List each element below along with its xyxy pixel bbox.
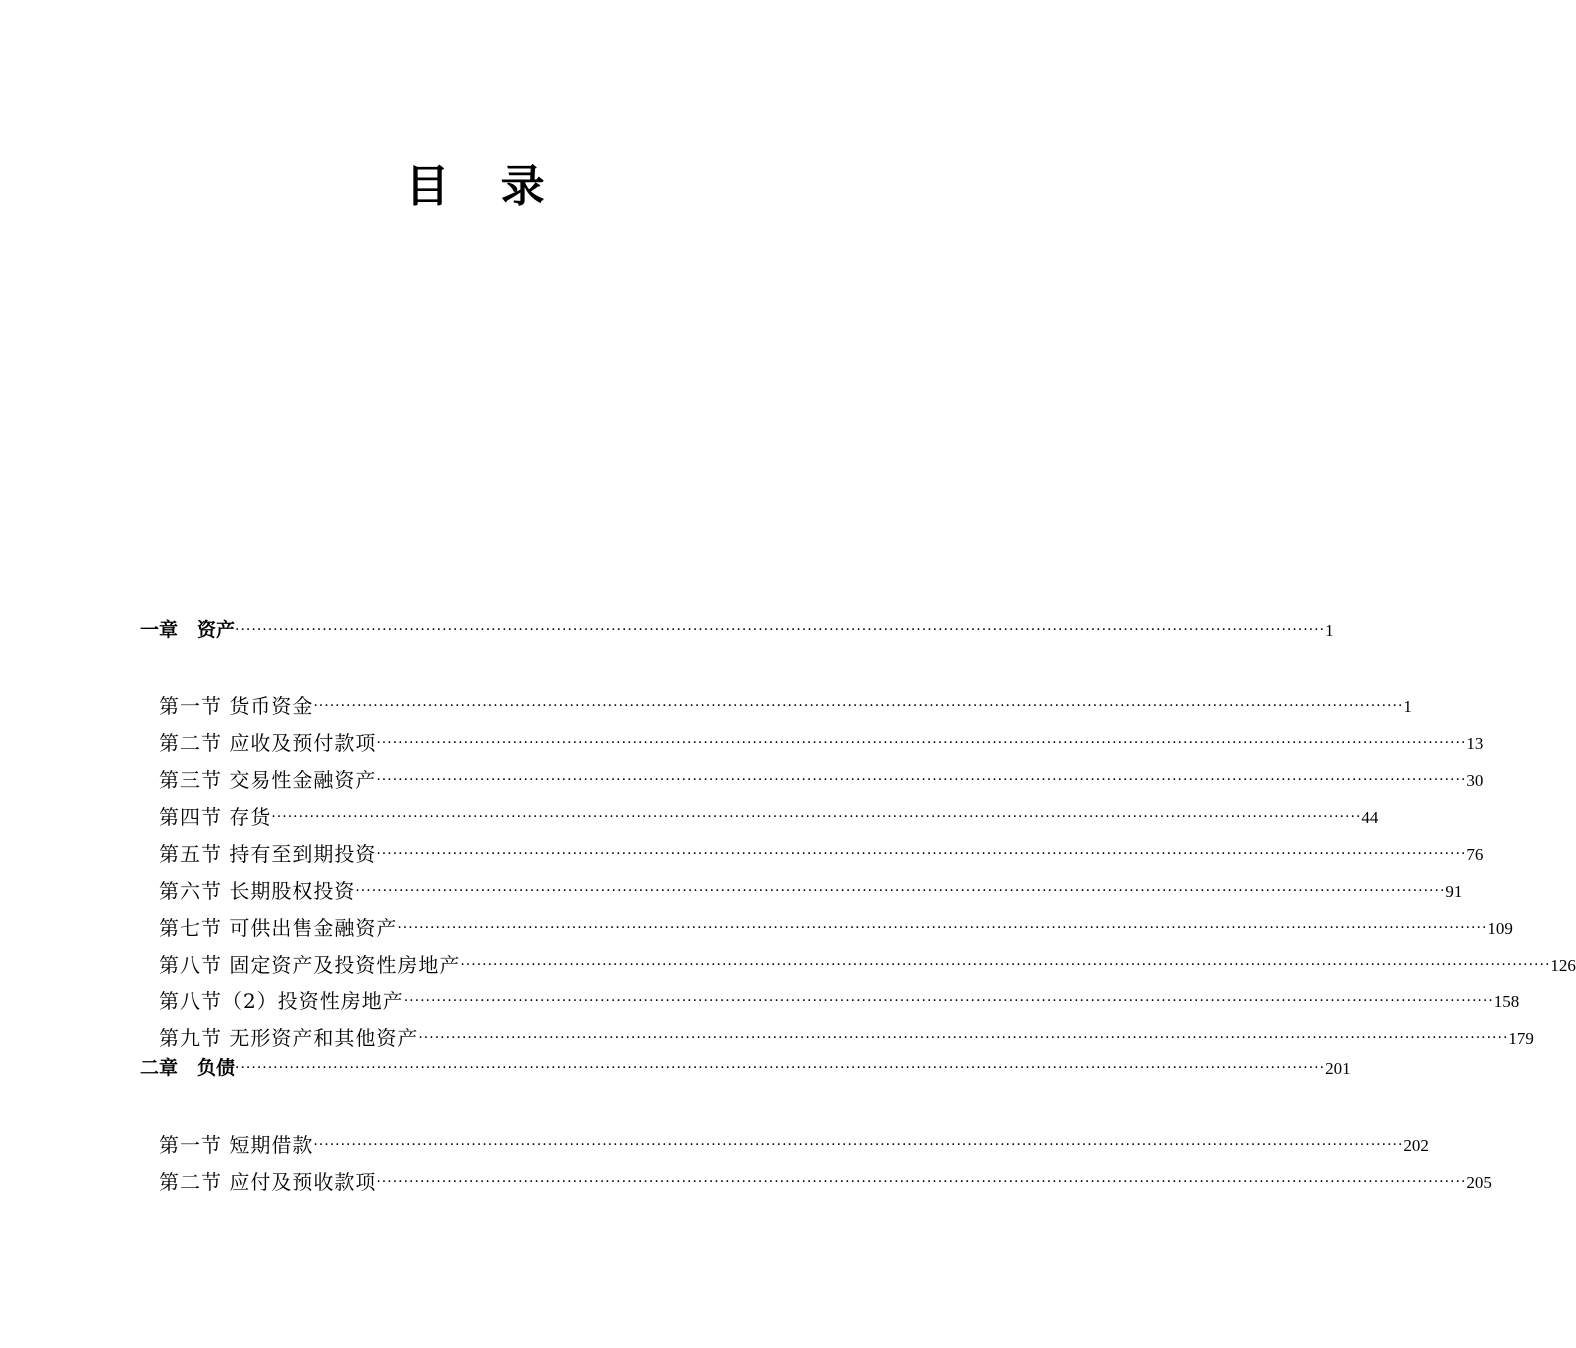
toc-label: 一章 资产: [140, 619, 236, 641]
toc-label: 第三节 交易性金融资产: [159, 768, 377, 792]
toc-section-payables[interactable]: [159, 1165, 1492, 1195]
toc-page-number: 91: [1445, 882, 1463, 901]
dot-leader: ········································································································································································································: [418, 1030, 1509, 1046]
toc-page-number: 1: [1403, 697, 1412, 716]
toc-page-number: 109: [1487, 919, 1513, 938]
toc-label: 第一节 货币资金: [159, 694, 314, 718]
dot-leader: ········································································································································································································: [235, 1060, 1326, 1076]
dot-leader: ········································································································································································································: [355, 883, 1446, 899]
toc-label: 第八节 固定资产及投资性房地产: [159, 953, 461, 977]
toc-section-equity-investment[interactable]: [159, 874, 1463, 904]
dot-leader: ········································································································································································································: [313, 1137, 1404, 1153]
toc-label: 第八节（2）投资性房地产: [159, 989, 404, 1013]
toc-label: 第九节 无形资产和其他资产: [159, 1026, 419, 1050]
toc-section-cash[interactable]: [159, 689, 1412, 719]
toc-page-number: 158: [1493, 992, 1520, 1011]
toc-section-trading-assets[interactable]: [159, 763, 1484, 793]
dot-leader: ········································································································································································································: [376, 772, 1467, 788]
toc-chapter-assets[interactable]: [140, 613, 1334, 643]
toc-label: 第四节 存货: [159, 805, 272, 829]
toc-page-number: 126: [1550, 956, 1576, 975]
toc-label: 第二节 应收及预付款项: [159, 731, 377, 755]
page-title: 目 录: [405, 161, 563, 212]
toc-label: 二章 负债: [140, 1057, 236, 1079]
dot-leader: ········································································································································································································: [271, 809, 1362, 825]
toc-page-number: 44: [1361, 808, 1379, 827]
toc-page-number: 179: [1508, 1029, 1534, 1048]
toc-section-receivables[interactable]: [159, 726, 1484, 756]
toc-section-investment-property[interactable]: [159, 984, 1520, 1014]
toc-section-held-to-maturity[interactable]: [159, 837, 1484, 867]
dot-leader: ········································································································································································································: [376, 735, 1467, 751]
toc-page-number: 13: [1466, 734, 1484, 753]
toc-section-short-term-loans[interactable]: [159, 1128, 1429, 1158]
toc-section-fixed-assets[interactable]: [159, 948, 1576, 978]
toc-page-number: 30: [1466, 771, 1484, 790]
toc-section-inventory[interactable]: [159, 800, 1379, 830]
dot-leader: ········································································································································································································: [376, 1174, 1467, 1190]
toc-page-number: 201: [1325, 1059, 1351, 1078]
toc-label: 第一节 短期借款: [159, 1133, 314, 1157]
toc-chapter-liabilities[interactable]: [140, 1051, 1351, 1081]
dot-leader: ········································································································································································································: [397, 920, 1488, 936]
toc-label: 第二节 应付及预收款项: [159, 1170, 377, 1194]
toc-page-number: 1: [1325, 621, 1334, 640]
toc-page-number: 76: [1466, 845, 1484, 864]
toc-page-number: 205: [1466, 1173, 1492, 1192]
toc-label: 第七节 可供出售金融资产: [159, 916, 398, 940]
toc-page-number: 202: [1403, 1136, 1429, 1155]
dot-leader: ········································································································································································································: [460, 957, 1551, 973]
toc-label: 第五节 持有至到期投资: [159, 842, 377, 866]
toc-section-available-for-sale[interactable]: [159, 911, 1513, 941]
toc-label: 第六节 长期股权投资: [159, 879, 356, 903]
toc-section-intangible-assets[interactable]: [159, 1021, 1534, 1051]
dot-leader: ········································································································································································································: [403, 993, 1494, 1009]
dot-leader: ········································································································································································································: [313, 698, 1404, 714]
dot-leader: ········································································································································································································: [235, 622, 1326, 638]
dot-leader: ········································································································································································································: [376, 846, 1467, 862]
